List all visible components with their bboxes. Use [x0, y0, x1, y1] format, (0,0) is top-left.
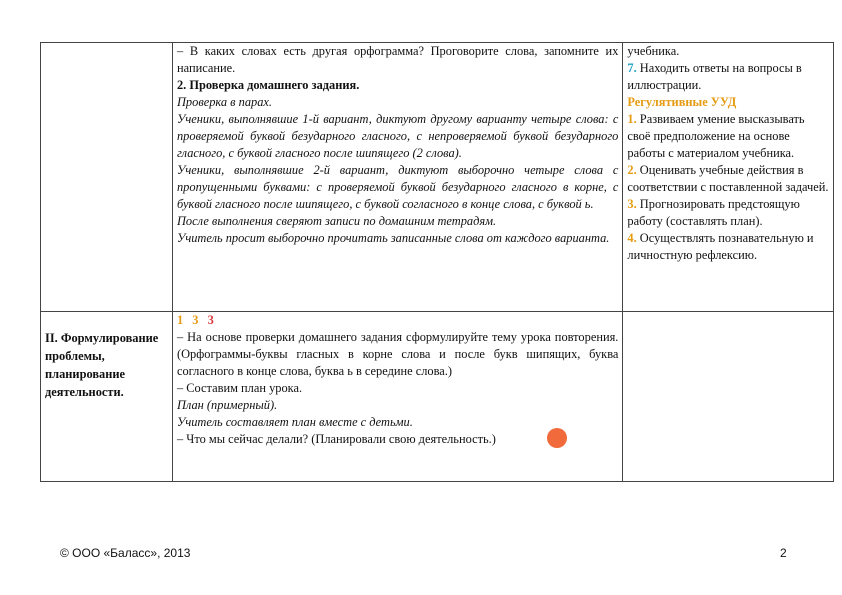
uud-cell — [623, 43, 834, 312]
uud-numbers — [177, 312, 618, 329]
num-3: 3 — [207, 313, 214, 327]
item-text: Находить ответы на вопросы в иллюстрации. — [627, 61, 802, 92]
lesson-table — [40, 42, 834, 482]
item-text: Прогнозировать предстоящую работу (составлять план). — [627, 197, 800, 228]
topic-question: – На основе проверки домашнего задания сформулируйте тему урока повторения. (Орфограммы-буквы гласных в корне слова и после букв шипящих, буква согласного в конце слова, буква ь в середине слова.) — [176, 330, 619, 378]
page-number: 2 — [780, 546, 787, 560]
stage-cell-empty — [41, 43, 173, 312]
item-text: Оценивать учебные действия в соответствии с поставленной задачей. — [627, 163, 829, 194]
table-row — [41, 43, 834, 312]
section-heading: 2. Проверка домашнего задания. — [176, 78, 360, 92]
variant-2-text: Ученики, выполнявшие 2-й вариант, диктуют выборочно четыре слова с пропущенными буквами: с проверяемой буквой безударного гласного в корне, с буквой гласного после шипящего, с буквой согласного в конце слова, с буквой ь. — [176, 163, 619, 211]
reflection-question: – Что мы сейчас делали? (Планировали свою деятельность.) — [176, 432, 496, 446]
reg-item-4 — [627, 230, 829, 264]
table-row — [41, 312, 834, 482]
item-text: Развиваем умение высказывать своё предположение на основе работы с материалом учебника. — [627, 112, 805, 160]
plan-approx: План (примерный). — [176, 398, 278, 412]
activity-cell — [172, 43, 622, 312]
uud-item-7 — [627, 60, 829, 94]
pairs-check: Проверка в парах. — [176, 95, 273, 109]
reg-item-3 — [627, 196, 829, 230]
item-number: 4. — [627, 231, 637, 245]
item-number: 2. — [627, 163, 637, 177]
reg-item-1 — [627, 111, 829, 162]
copyright-footer: © ООО «Баласс», 2013 — [60, 546, 191, 560]
stage-title: II. Формулирование проблемы, планирование деятельности. — [41, 312, 173, 482]
plan-line: – Составим план урока. — [176, 381, 303, 395]
teacher-request-text: Учитель просит выборочно прочитать записанные слова от каждого варианта. — [176, 231, 610, 245]
num-2: 3 — [192, 313, 199, 327]
reg-item-2 — [627, 162, 829, 196]
num-1: 1 — [176, 313, 184, 327]
item-number: 1. — [627, 112, 637, 126]
teacher-plan: Учитель составляет план вместе с детьми. — [176, 415, 413, 429]
item-text: Осуществлять познавательную и личностную рефлексию. — [627, 231, 814, 262]
after-check-text: После выполнения сверяют записи по домашним тетрадям. — [176, 214, 497, 228]
variant-1-text: Ученики, выполнявшие 1-й вариант, диктуют другому варианту четыре слова: с проверяемой буквой безударного гласного, с непроверяемой буквой безударного гласного, с буквой гласного после шипящего (2 слова). — [176, 112, 619, 160]
question-line: – В каких словах есть другая орфограмма? Проговорите слова, запомните их написание. — [176, 44, 619, 75]
regulative-heading: Регулятивные УУД — [627, 95, 737, 109]
orange-dot-marker — [547, 428, 567, 448]
item-number: 3. — [627, 197, 637, 211]
uud-top-text: учебника. — [627, 44, 680, 58]
activity-cell — [172, 312, 622, 482]
item-number: 7. — [627, 61, 637, 75]
uud-cell-empty — [623, 312, 834, 482]
